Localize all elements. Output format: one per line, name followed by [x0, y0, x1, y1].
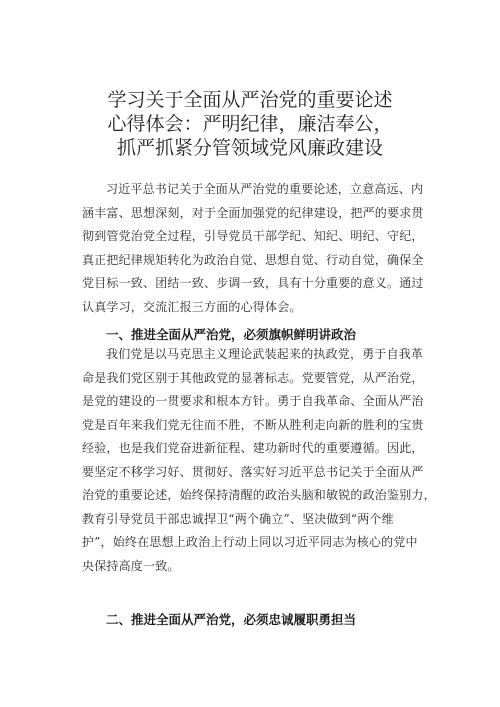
paragraph-line: 命是我们党区别于其他政党的显著标志。党要管党，从严治党， [82, 370, 424, 385]
document-title-line-3: 抓严抓紧分管领域党风廉政建设 [116, 137, 383, 159]
section1-paragraph [82, 343, 440, 578]
paragraph-line: 教育引导党员干部忠诚捍卫“两个确立”、坚决做到“两个维 [82, 511, 394, 526]
paragraph-line: 是党的建设的一贯要求和根本方针。勇于自我革命、全面从严治 [82, 394, 424, 408]
document-title-line-1: 学习关于全面从严治党的重要论述 [107, 89, 393, 111]
paragraph-line: 我们党是以马克思主义理论武装起来的执政党，勇于自我革 [106, 347, 424, 361]
paragraph-line: 党是百年来我们党无往而不胜，不断从胜利走向新的胜利的宝贵 [82, 417, 424, 432]
section-heading-2: 二、推进全面从严治党，必须忠诚履职勇担当 [106, 612, 357, 627]
intro-paragraph [82, 178, 440, 319]
document-title-line-2: 心得体会：严明纪律，廉洁奉公， [107, 113, 393, 135]
paragraph-line: 央保持高度一致。 [82, 558, 180, 573]
paragraph-line: 彻到管党治党全过程，引导党员干部学纪、知纪、明纪、守纪， [82, 229, 424, 243]
paragraph-line: 护”，始终在思想上政治上行动上同以习近平同志为核心的党中 [82, 535, 418, 549]
section-heading-1: 一、推进全面从严治党，必须旗帜鲜明讲政治 [106, 327, 357, 342]
paragraph-line: 要坚定不移学习好、贯彻好、落实好习近平总书记关于全面从严 [82, 464, 424, 479]
paragraph-line: 治党的重要论述，始终保持清醒的政治头脑和敏锐的政治鉴别力， [82, 488, 436, 502]
paragraph-line: 涵丰富、思想深刻，对于全面加强党的纪律建设，把严的要求贯 [82, 205, 424, 220]
paragraph-line: 习近平总书记关于全面从严治党的重要论述，立意高远、内 [106, 182, 424, 196]
paragraph-line: 经验，也是我们党奋进新征程、建功新时代的重要遵循。因此， [82, 441, 424, 455]
paragraph-line: 认真学习，交流汇报三方面的心得体会。 [82, 299, 302, 314]
paragraph-line: 党目标一致、团结一致、步调一致，具有十分重要的意义。通过 [82, 276, 424, 290]
paragraph-line: 真正把纪律规矩转化为政治自觉、思想自觉、行动自觉，确保全 [82, 252, 424, 267]
